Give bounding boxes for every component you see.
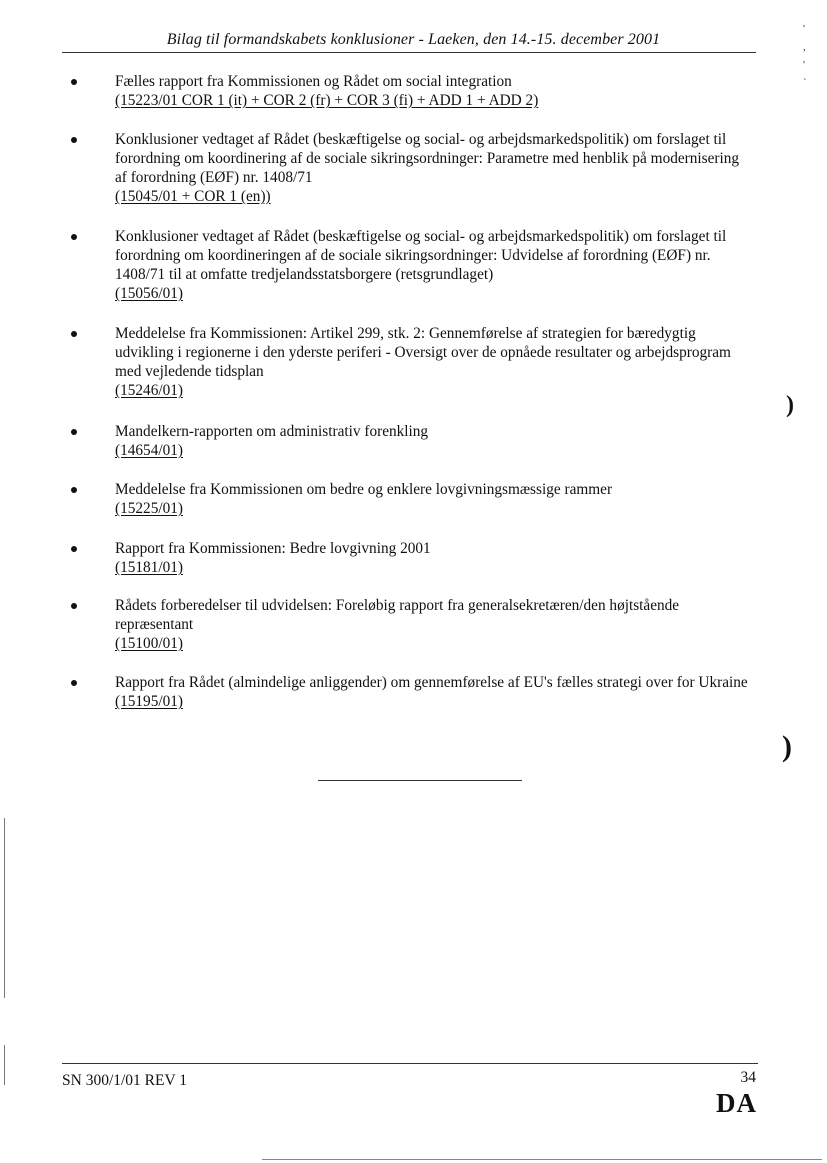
list-item xyxy=(115,130,751,206)
bullet-icon xyxy=(71,603,77,609)
document-reference: (15225/01) xyxy=(115,500,183,517)
section-separator xyxy=(318,780,522,781)
scan-margin-line xyxy=(4,818,5,998)
list-item-text: Meddelelse fra Kommissionen om bedre og enklere lovgivningsmæssige rammer xyxy=(115,481,613,498)
bullet-icon xyxy=(71,546,77,552)
bullet-icon xyxy=(71,331,77,337)
document-reference: (15045/01 + COR 1 (en)) xyxy=(115,188,271,205)
footer-document-reference: SN 300/1/01 REV 1 xyxy=(62,1072,188,1089)
list-item-text: Rapport fra Kommissionen: Bedre lovgivning 2001 xyxy=(115,540,431,557)
list-item-text: Mandelkern-rapporten om administrativ forenkling xyxy=(115,423,429,440)
list-item-text: Rådets forberedelser til udvidelsen: Foreløbig rapport fra generalsekretæren/den højtstående repræsentant xyxy=(115,597,680,633)
page-header-title: Bilag til formandskabets konklusioner - Laeken, den 14.-15. december 2001 xyxy=(166,31,661,48)
document-reference: (15181/01) xyxy=(115,559,183,576)
scan-edge-line xyxy=(262,1159,822,1160)
list-item xyxy=(115,227,751,303)
document-reference: (15246/01) xyxy=(115,382,183,399)
language-code: DA xyxy=(716,1088,757,1118)
bullet-icon xyxy=(71,429,77,435)
document-reference: (15100/01) xyxy=(115,635,183,652)
list-item xyxy=(115,539,751,577)
list-item-text: Konklusioner vedtaget af Rådet (beskæftigelse og social- og arbejdsmarkedspolitik) om forslaget til forordning om koordineringen af de sociale sikringsordninger: Udvidelse af forordning (EØF) nr. 1408/71 til at omfatte tredjelandsstatsborgere (retsgrundlaget) xyxy=(115,228,727,283)
document-reference: (15223/01 COR 1 (it) + COR 2 (fr) + COR 3 (fi) + ADD 1 + ADD 2) xyxy=(115,92,539,109)
scan-speck-icon: ' , ' ` xyxy=(803,23,807,89)
list-item-text: Rapport fra Rådet (almindelige anliggender) om gennemførelse af EU's fælles strategi over for Ukraine xyxy=(115,674,748,691)
list-item xyxy=(115,673,751,711)
bullet-icon xyxy=(71,680,77,686)
footer-rule xyxy=(62,1063,758,1064)
list-item xyxy=(115,480,751,518)
scan-artifact-icon: ) xyxy=(786,392,794,418)
list-item xyxy=(115,72,751,110)
list-item-text: Fælles rapport fra Kommissionen og Rådet om social integration xyxy=(115,73,512,90)
list-item xyxy=(115,324,751,400)
bullet-icon xyxy=(71,487,77,493)
scan-artifact-icon: ) xyxy=(782,730,792,763)
list-item-text: Meddelelse fra Kommissionen: Artikel 299, stk. 2: Gennemførelse af strategien for bæredygtig udvikling i regionerne i den yderste periferi - Oversigt over de opnåede resultater og arbejdsprogram med vejledende tidsplan xyxy=(115,325,731,380)
bullet-icon xyxy=(71,234,77,240)
scan-margin-line xyxy=(4,1045,5,1085)
bullet-icon xyxy=(71,137,77,143)
bullet-icon xyxy=(71,79,77,85)
document-reference: (15195/01) xyxy=(115,693,183,710)
list-item xyxy=(115,422,751,460)
page-number: 34 xyxy=(740,1069,756,1086)
list-item xyxy=(115,596,751,653)
document-reference: (15056/01) xyxy=(115,285,183,302)
list-item-text: Konklusioner vedtaget af Rådet (beskæftigelse og social- og arbejdsmarkedspolitik) om forslaget til forordning om koordinering af de sociale sikringsordninger: Parametre med henblik på modernisering af forordning (EØF) nr. 1408/71 xyxy=(115,131,740,186)
document-reference: (14654/01) xyxy=(115,442,183,459)
